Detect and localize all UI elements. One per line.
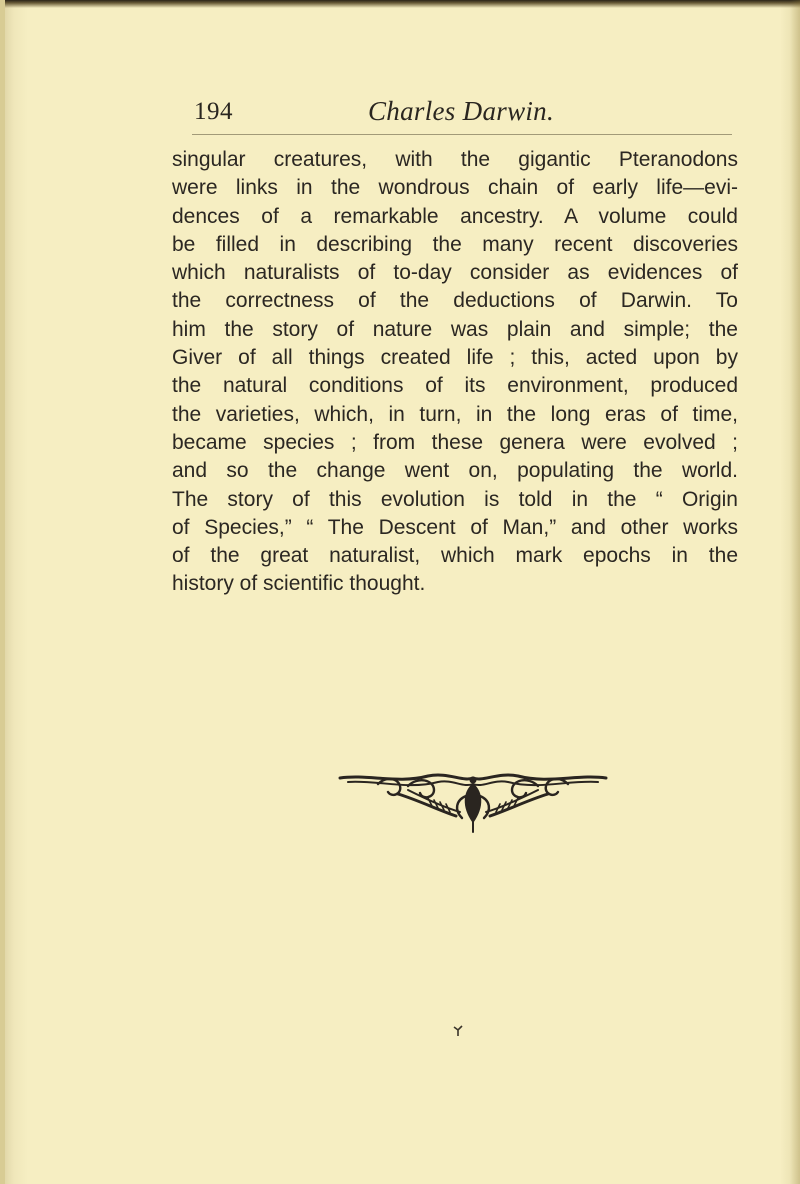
text-line: be filled in describing the many recent discoveries xyxy=(172,232,738,256)
text-line: dences of a remarkable ancestry. A volume could xyxy=(172,204,738,228)
page-binding-edge xyxy=(0,0,5,1184)
text-line: history of scientific thought. xyxy=(172,572,426,596)
text-line: Giver of all things created life ; this, acted upon by xyxy=(172,346,738,370)
running-head: Charles Darwin. xyxy=(368,96,555,126)
text-line: which naturalists of to-day consider as evidences of xyxy=(172,261,738,285)
body-paragraph xyxy=(172,146,738,599)
text-line: of the great naturalist, which mark epochs in the xyxy=(172,544,738,568)
page-top-shadow xyxy=(0,0,800,8)
stray-ink-mark xyxy=(453,1024,463,1036)
text-line: the correctness of the deductions of Darwin. To xyxy=(172,289,738,313)
text-line: and so the change went on, populating the world. xyxy=(172,459,738,483)
page-header xyxy=(172,98,732,134)
header-rule xyxy=(192,134,732,135)
text-line: singular creatures, with the gigantic Pteranodons xyxy=(172,148,738,171)
page-right-edge xyxy=(790,0,800,1184)
text-line: the varieties, which, in turn, in the long eras of time, xyxy=(172,402,738,426)
page-number: 194 xyxy=(194,98,233,125)
text-line: him the story of nature was plain and simple; the xyxy=(172,317,738,341)
text-line: of Species,” “ The Descent of Man,” and other works xyxy=(172,515,738,539)
text-line: The story of this evolution is told in the “ Origin xyxy=(172,487,738,511)
text-line: were links in the wondrous chain of early life—evi- xyxy=(172,176,738,200)
floral-tailpiece-ornament-icon xyxy=(338,770,608,836)
text-line: became species ; from these genera were evolved ; xyxy=(172,430,738,454)
text-line: the natural conditions of its environment, produced xyxy=(172,374,738,398)
